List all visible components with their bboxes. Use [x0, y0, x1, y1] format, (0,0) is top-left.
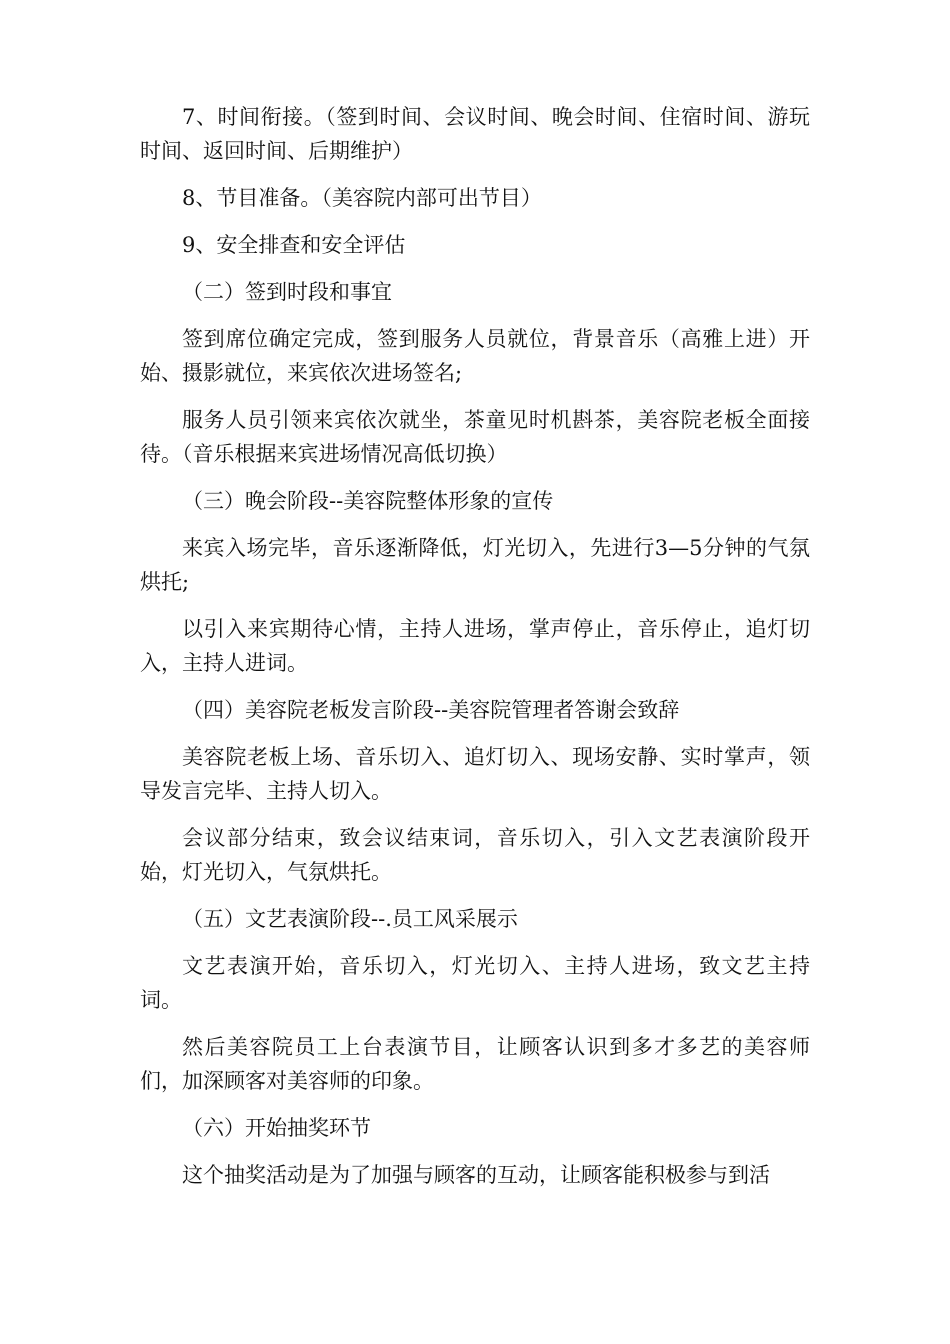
- item-8-program-preparation: 8、节目准备。（美容院内部可出节目）: [182, 186, 542, 210]
- section-heading-boss-speech: （四）美容院老板发言阶段--美容院管理者答谢会致辞: [182, 698, 680, 722]
- boss-speech-paragraph-2: 会议部分结束，致会议结束词，音乐切入，引入文艺表演阶段开始，灯光切入，气氛烘托。: [140, 826, 810, 884]
- section-heading-evening: （三）晚会阶段--美容院整体形象的宣传: [182, 489, 554, 513]
- item-9-safety-check: 9、安全排查和安全评估: [182, 233, 406, 257]
- signin-paragraph-2: 服务人员引领来宾依次就坐，茶童见时机斟茶，美容院老板全面接待。（音乐根据来宾进场情况高低切换）: [140, 408, 810, 466]
- item-7-time-connection: 7、时间衔接。（签到时间、会议时间、晚会时间、住宿时间、游玩时间、返回时间、后期维护）: [140, 105, 810, 163]
- document-body: [140, 100, 810, 1205]
- section-heading-performance: （五）文艺表演阶段--.员工风采展示: [182, 907, 518, 931]
- section-heading-lottery: （六）开始抽奖环节: [182, 1116, 371, 1140]
- section-heading-signin: （二）签到时段和事宜: [182, 280, 392, 304]
- evening-paragraph-1: 来宾入场完毕，音乐逐渐降低，灯光切入，先进行3—5分钟的气氛烘托;: [140, 536, 810, 594]
- performance-paragraph-1: 文艺表演开始，音乐切入，灯光切入、主持人进场，致文艺主持词。: [140, 954, 810, 1012]
- signin-paragraph-1: 签到席位确定完成，签到服务人员就位，背景音乐（高雅上进）开始、摄影就位，来宾依次进场签名;: [140, 327, 810, 385]
- evening-paragraph-2: 以引入来宾期待心情，主持人进场，掌声停止，音乐停止，追灯切入，主持人进词。: [140, 617, 810, 675]
- performance-paragraph-2: 然后美容院员工上台表演节目，让顾客认识到多才多艺的美容师们，加深顾客对美容师的印象。: [140, 1035, 810, 1093]
- lottery-paragraph-1: 这个抽奖活动是为了加强与顾客的互动，让顾客能积极参与到活: [182, 1163, 770, 1187]
- boss-speech-paragraph-1: 美容院老板上场、音乐切入、追灯切入、现场安静、实时掌声，领导发言完毕、主持人切入。: [140, 745, 810, 803]
